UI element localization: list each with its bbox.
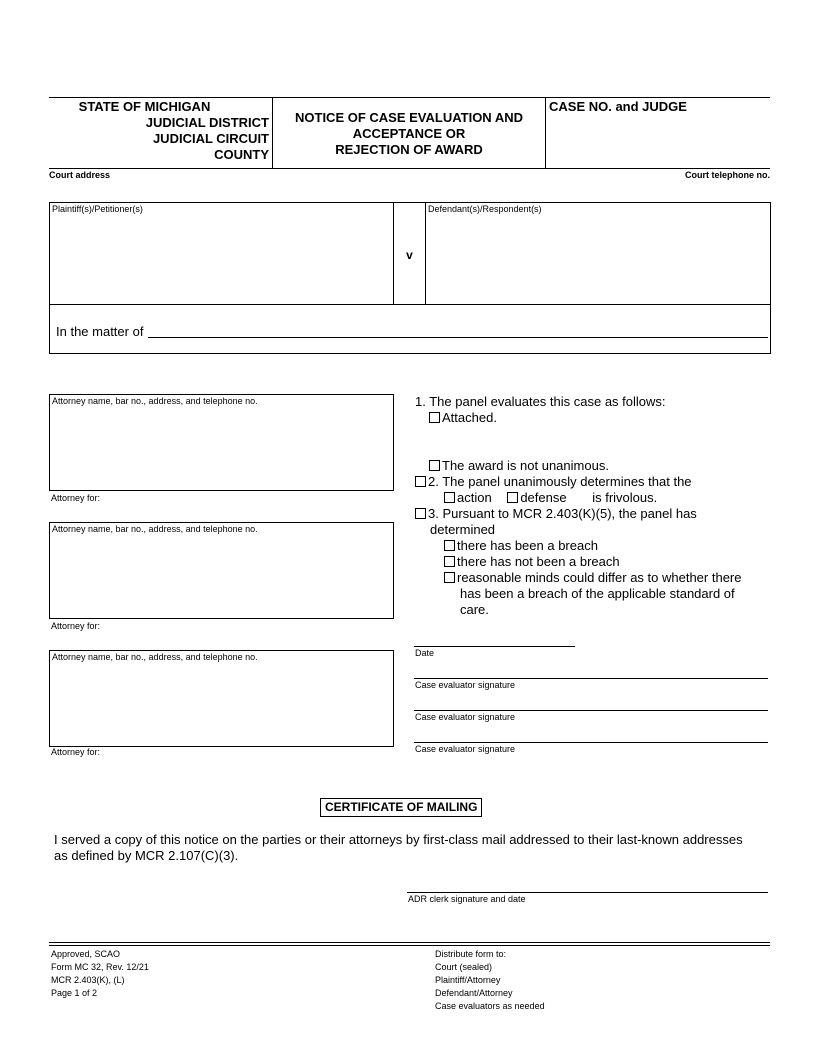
defense-checkbox[interactable]	[507, 492, 518, 503]
court-jurisdiction	[60, 99, 269, 163]
frivolous-row	[444, 490, 657, 506]
evaluation-item-2	[415, 474, 692, 490]
header-divider-right	[545, 97, 546, 168]
date-field[interactable]	[414, 646, 575, 647]
breach-option	[444, 538, 598, 554]
attorney-box-2[interactable]	[49, 522, 394, 619]
plaintiff-field[interactable]	[50, 216, 392, 302]
clerk-signature-field[interactable]	[407, 892, 768, 893]
not-unanimous-option	[429, 458, 609, 474]
court-address-label: Court address	[49, 170, 111, 180]
attorney-box-2-label: Attorney name, bar no., address, and telephone no.	[52, 524, 258, 534]
attached-option	[429, 410, 497, 426]
evaluator-signature-3-label: Case evaluator signature	[415, 744, 516, 754]
evaluator-signature-2-field[interactable]	[414, 710, 768, 711]
certificate-title: CERTIFICATE OF MAILING	[320, 798, 482, 817]
attorney-box-3[interactable]	[49, 650, 394, 747]
action-checkbox[interactable]	[444, 492, 455, 503]
differ-label-3: care.	[460, 602, 489, 617]
clerk-signature-label: ADR clerk signature and date	[408, 894, 526, 904]
form-title-line-1: NOTICE OF CASE EVALUATION AND	[295, 110, 523, 125]
distribute-evaluators: Case evaluators as needed	[435, 1001, 545, 1011]
court-phone-label: Court telephone no.	[685, 170, 770, 180]
attorney-for-3: Attorney for:	[51, 747, 101, 757]
district-label: JUDICIAL DISTRICT	[145, 115, 269, 130]
item-2-checkbox[interactable]	[415, 476, 426, 487]
distribute-label: Distribute form to:	[435, 949, 507, 959]
differ-label-1: reasonable minds could differ as to whether there	[457, 570, 742, 585]
matter-field[interactable]	[148, 337, 768, 338]
not-unanimous-checkbox[interactable]	[429, 460, 440, 471]
header-top-rule	[49, 97, 770, 98]
breach-checkbox[interactable]	[444, 540, 455, 551]
footer-distribution	[435, 948, 545, 1013]
attorney-box-1-label: Attorney name, bar no., address, and telephone no.	[52, 396, 258, 406]
certificate-text-line-1: I served a copy of this notice on the parties or their attorneys by first-class mail addressed to their last-known addresses	[54, 832, 743, 847]
evaluator-signature-1-field[interactable]	[414, 678, 768, 679]
date-label: Date	[415, 648, 435, 658]
parties-mid-rule	[49, 304, 771, 305]
footer-rule-2	[49, 945, 770, 946]
case-number-label: CASE NO. and JUDGE	[549, 99, 687, 114]
attorney-box-3-label: Attorney name, bar no., address, and telephone no.	[52, 652, 258, 662]
no-breach-label: there has not been a breach	[457, 554, 620, 569]
differ-checkbox[interactable]	[444, 572, 455, 583]
attached-label: Attached.	[442, 410, 497, 425]
approved-label: Approved, SCAO	[51, 949, 121, 959]
evaluator-signature-1-label: Case evaluator signature	[415, 680, 516, 690]
form-title-line-3: REJECTION OF AWARD	[335, 142, 483, 157]
evaluation-item-3	[415, 506, 697, 522]
county-label: COUNTY	[214, 147, 269, 162]
evaluation-item-1: 1. The panel evaluates this case as follows:	[415, 394, 666, 409]
versus-label: v	[406, 248, 413, 262]
state-label: STATE OF MICHIGAN	[78, 99, 211, 114]
certificate-text	[54, 832, 770, 864]
item-3-label: 3. Pursuant to MCR 2.403(K)(5), the panel has	[428, 506, 697, 521]
attorney-for-1: Attorney for:	[51, 493, 101, 503]
item-3-checkbox[interactable]	[415, 508, 426, 519]
defendant-label: Defendant(s)/Respondent(s)	[428, 204, 542, 214]
item-3-continued: determined	[430, 522, 496, 537]
distribute-defendant: Defendant/Attorney	[435, 988, 513, 998]
header-divider-left	[272, 97, 273, 168]
rule-reference: MCR 2.403(K), (L)	[51, 975, 125, 985]
plaintiff-label: Plaintiff(s)/Petitioner(s)	[52, 204, 143, 214]
defendant-field[interactable]	[427, 216, 769, 302]
evaluator-signature-2-label: Case evaluator signature	[415, 712, 516, 722]
differ-label-2: has been a breach of the applicable standard of	[460, 586, 735, 601]
distribute-court: Court (sealed)	[435, 962, 493, 972]
page-number: Page 1 of 2	[51, 988, 98, 998]
footer-form-info	[51, 948, 149, 1000]
circuit-label: JUDICIAL CIRCUIT	[152, 131, 269, 146]
header-bottom-rule	[49, 168, 770, 169]
form-title	[274, 110, 544, 158]
case-number-field[interactable]	[548, 116, 768, 166]
attorney-for-2: Attorney for:	[51, 621, 101, 631]
frivolous-label: is frivolous.	[592, 490, 658, 505]
defense-label: defense	[520, 490, 567, 505]
footer-rule-1	[49, 942, 770, 943]
matter-label: In the matter of	[56, 324, 144, 339]
form-title-line-2: ACCEPTANCE OR	[352, 126, 466, 141]
certificate-text-line-2: as defined by MCR 2.107(C)(3).	[54, 848, 239, 863]
defendant-divider	[425, 202, 426, 304]
no-breach-option	[444, 554, 620, 570]
evaluator-signature-3-field[interactable]	[414, 742, 768, 743]
action-label: action	[457, 490, 492, 505]
form-number: Form MC 32, Rev. 12/21	[51, 962, 149, 972]
item-2-label: 2. The panel unanimously determines that the	[428, 474, 692, 489]
differ-option	[444, 570, 741, 586]
attached-checkbox[interactable]	[429, 412, 440, 423]
breach-label: there has been a breach	[457, 538, 598, 553]
distribute-plaintiff: Plaintiff/Attorney	[435, 975, 501, 985]
attorney-box-1[interactable]	[49, 394, 394, 491]
no-breach-checkbox[interactable]	[444, 556, 455, 567]
not-unanimous-label: The award is not unanimous.	[442, 458, 609, 473]
